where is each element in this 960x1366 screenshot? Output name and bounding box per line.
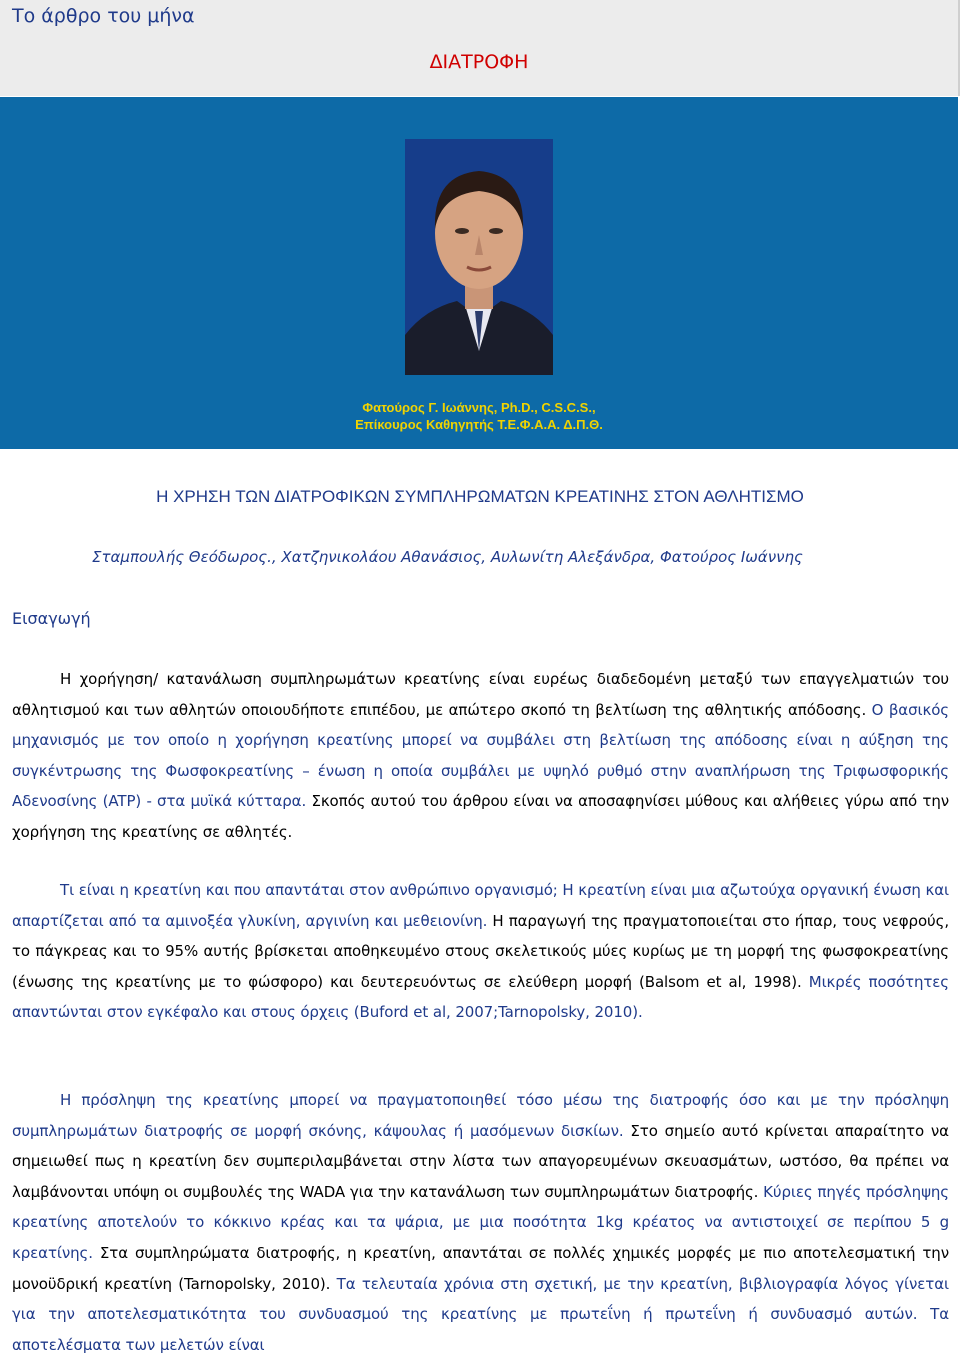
paragraph-intro (12, 664, 949, 848)
paragraph-text: Τα τελευταία χρόνια στη σχετική, με την κρεατίνη, βιβλιογραφία λόγος γίνεται για την αποτελεσματικότητα του συνδυασμού της κρεατίνης με πρωτεΐνη ή πρωτεΐνη ή συνδυασμό αυτών. Τα αποτελέσματα των μελετών είναι (12, 1274, 949, 1354)
paragraph-text: Ο βασικός μηχανισμός με τον οποίο η χορήγηση κρεατίνης μπορεί να συμβάλει στη βελτίωση της απόδοσης είναι η αύξηση της συγκέντρωσης της Φωσφοκρεατίνης – ένωση η οποία συμβάλει με υψηλό ρυθμό στην αναπλήρωση της Τριφωσφορικής Αδενοσίνης (ATP) - στα μυϊκά κύτταρα. (12, 700, 949, 811)
paragraph-text: Η παραγωγή της πραγματοποιείται στο ήπαρ, τους νεφρούς, το πάγκρεας και το 95% αυτής βρίσκεται αποθηκευμένο στους σκελετικούς μύες κυρίως με τη μορφή της φωσφοκρεατίνης (ένωσης της κρεατίνης με το φώσφορο) και δευτερευόντως σε ελεύθερη μορφή (Balsom et al, 1998). (12, 911, 949, 991)
article-headline: Η ΧΡΗΣΗ ΤΩΝ ΔΙΑΤΡΟΦΙΚΩΝ ΣΥΜΠΛΗΡΩΜΑΤΩΝ ΚΡΕΑΤΙΝΗΣ ΣΤΟΝ ΑΘΛΗΤΙΣΜΟ (156, 487, 804, 506)
paragraph-what-is-creatine (12, 875, 949, 1028)
paragraph-text: Κύριες πηγές πρόσληψης κρεατίνης αποτελούν το κόκκινο κρέας και τα ψάρια, με μια ποσότητα 1kg κρέατος να αντιστοιχεί σε περίπου 5 g κρεατίνης. (12, 1182, 949, 1262)
article-authors: Σταμπουλής Θεόδωρος., Χατζηνικολάου Αθανάσιος, Αυλωνίτη Αλεξάνδρα, Φατούρος Ιωάννης (92, 548, 803, 566)
author-photo (405, 139, 553, 375)
author-portrait-image (405, 139, 553, 375)
title-bar (0, 0, 960, 96)
month-title: Το άρθρο του μήνα (12, 5, 195, 27)
paragraph-text: Η χορήγηση/ κατανάλωση συμπληρωμάτων κρεατίνης είναι ευρέως διαδεδομένη μεταξύ των επαγγελματιών του αθλητισμού και των αθλητών οποιουδήποτε επιπέδου, με απώτερο σκοπό τη βελτίωση της αθλητικής απόδοσης. (12, 670, 949, 719)
section-title: ΔΙΑΤΡΟΦΗ (429, 51, 529, 73)
paragraph-text: Η πρόσληψη της κρεατίνης μπορεί να πραγματοποιηθεί τόσο μέσω της διατροφής όσο και με την πρόσληψη συμπληρωμάτων διατροφής σε μορφή σκόνης, κάψουλας ή μασόμενων δισκίων. (12, 1091, 949, 1140)
paragraph-text: Σκοπός αυτού του άρθρου είναι να αποσαφηνίσει μύθους και αλήθειες γύρω από την χορήγηση της κρεατίνης σε αθλητές. (12, 792, 950, 841)
paragraph-text: Τι είναι η κρεατίνη και που απαντάται στον ανθρώπινο οργανισμό; Η κρεατίνη είναι μια αζωτούχα οργανική ένωση και απαρτίζεται από τα αμινοξέα γλυκίνη, αργινίνη και μεθειονίνη. (12, 881, 949, 930)
intro-heading: Εισαγωγή (12, 609, 91, 628)
author-credit (0, 399, 958, 433)
paragraph-text: Στο σημείο αυτό κρίνεται απαραίτητο να σημειωθεί πως η κρεατίνη δεν συμπεριλαμβάνεται στην λίστα των απαγορευμένων σκευασμάτων, ωστόσο, θα πρέπει να λαμβάνονται υπόψη οι συμβουλές της WADA για την κατανάλωση των συμπληρωμάτων διατροφής. (12, 1121, 949, 1201)
paragraph-text: Μικρές ποσότητες απαντώνται στον εγκέφαλο και στους όρχεις (Buford et al, 2007;Tarnopolsky, 2010). (12, 972, 949, 1022)
author-position: Επίκουρος Καθηγητής Τ.Ε.Φ.Α.Α. Δ.Π.Θ. (355, 417, 603, 432)
paragraph-intake (12, 1085, 949, 1360)
author-banner (0, 97, 958, 449)
author-name: Φατούρος Γ. Ιωάννης, Ph.D., C.S.C.S., (362, 400, 596, 415)
paragraph-text: Στα συμπληρώματα διατροφής, η κρεατίνη, απαντάται σε πολλές χημικές μορφές με πιο αποτελεσματική την μονοϋδρική κρεατίνη (Tarnopolsky, 2010). (12, 1243, 949, 1293)
